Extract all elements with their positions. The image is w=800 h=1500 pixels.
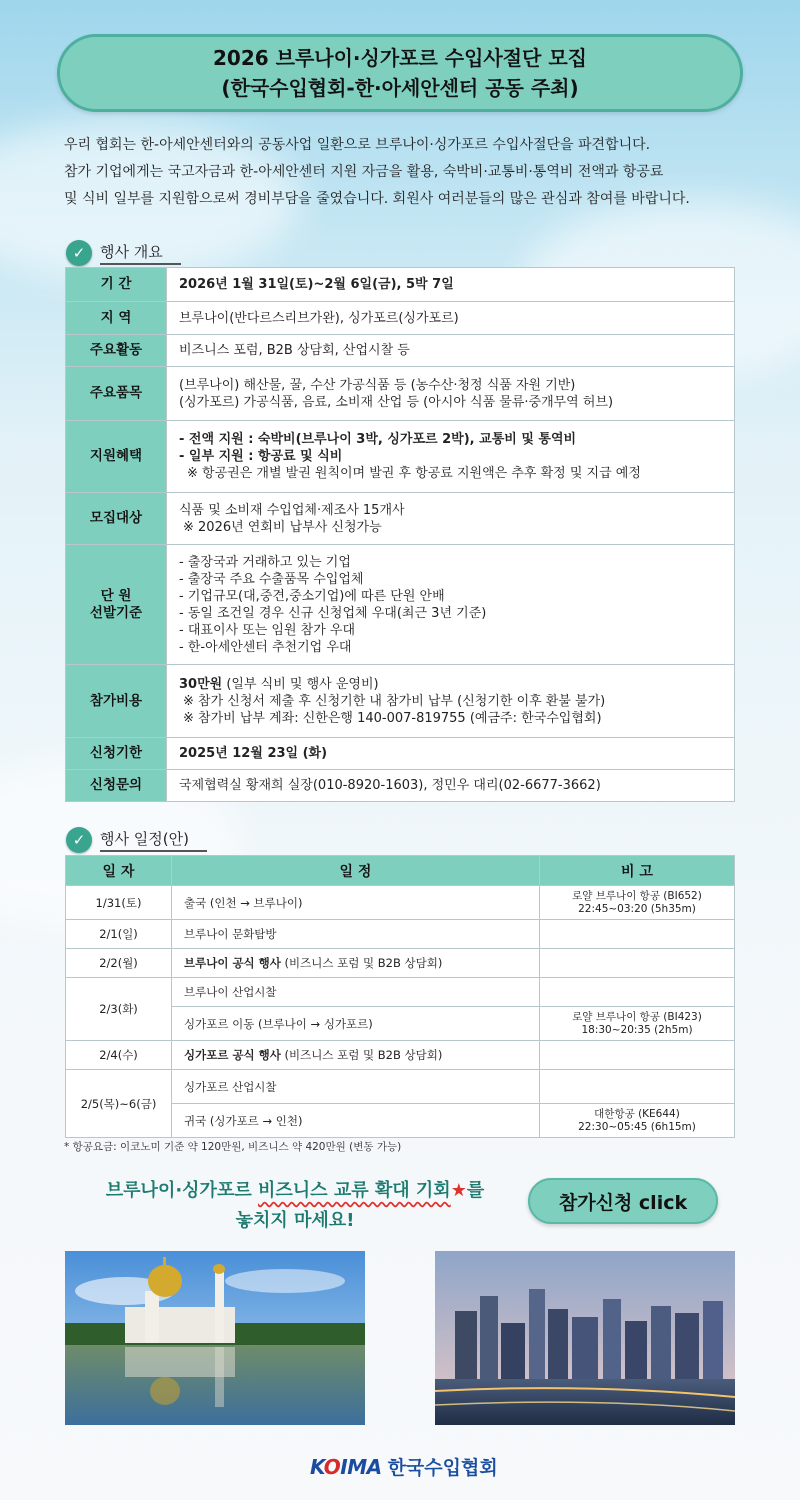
koima-logo — [310, 1453, 498, 1480]
cta-text-a: 브루나이·싱가포르 — [105, 1180, 258, 1201]
schedule-note — [540, 886, 735, 920]
table-row — [66, 268, 735, 302]
row-label: 신청문의 — [66, 770, 167, 802]
cta-line: 놓치지 마세요! — [235, 1210, 355, 1231]
fee-note: ※ 참가 신청서 제출 후 신청기한 내 참가비 납부 (신청기한 이후 환불 불가) — [183, 693, 606, 709]
row-label — [66, 545, 167, 665]
schedule-plan-rest: (비즈니스 포럼 및 B2B 상담회) — [280, 1048, 443, 1062]
schedule-day: 2/4(수) — [66, 1041, 172, 1070]
schedule-plan: 브루나이 문화탐방 — [172, 920, 540, 949]
schedule-note — [540, 949, 735, 978]
row-label: 모집대상 — [66, 493, 167, 545]
note-line: 18:30~20:35 (2h5m) — [581, 1023, 693, 1036]
schedule-note — [540, 978, 735, 1007]
table-header-row — [66, 856, 735, 886]
table-row — [66, 738, 735, 770]
items-line: (싱가포르) 가공식품, 음료, 소비재 산업 등 (아시아 식품 물류·중개무역 허브) — [179, 394, 614, 410]
fee-amount: 30만원 — [179, 676, 223, 692]
target-value — [167, 493, 735, 545]
fee-line — [179, 676, 722, 693]
check-icon: ✓ — [66, 827, 92, 853]
criteria-line: - 출장국 주요 수출품목 수입업체 — [179, 571, 364, 587]
fee-value — [167, 665, 735, 738]
support-line: - 일부 지원 : 항공료 및 식비 — [179, 449, 343, 464]
row-label: 참가비용 — [66, 665, 167, 738]
intro-line: 및 식비 일부를 지원함으로써 경비부담을 줄였습니다. 회원사 여러분들의 많은 관심과 참여를 바랍니다. — [64, 191, 690, 207]
table-row — [66, 770, 735, 802]
row-label: 주요활동 — [66, 335, 167, 367]
table-row — [66, 545, 735, 665]
table-row — [66, 335, 735, 367]
column-header: 비 고 — [540, 856, 735, 886]
schedule-day: 2/5(목)~6(금) — [66, 1070, 172, 1138]
table-row — [66, 886, 735, 920]
note-line: 22:30~05:45 (6h15m) — [578, 1120, 696, 1133]
schedule-note — [540, 920, 735, 949]
schedule-table — [65, 855, 735, 1138]
schedule-plan-bold: 브루나이 공식 행사 — [184, 956, 281, 970]
apply-button[interactable]: 참가신청 click — [528, 1178, 718, 1224]
schedule-note — [540, 1070, 735, 1104]
schedule-plan: 싱가포르 이동 (브루나이 → 싱가포르) — [172, 1007, 540, 1041]
airfare-footnote: * 항공요금: 이코노미 기준 약 120만원, 비즈니스 약 420만원 (변동 가능) — [64, 1141, 402, 1153]
target-line: 식품 및 소비재 수입업체·제조사 15개사 — [179, 502, 405, 518]
cta-message — [60, 1176, 530, 1236]
intro-paragraph — [64, 132, 754, 213]
support-note: ※ 항공권은 개별 발권 원칙이며 발권 후 항공료 지원액은 추후 확정 및 지급 예정 — [187, 466, 641, 481]
period-value: 2026년 1월 31일(토)~2월 6일(금), 5박 7일 — [167, 268, 735, 302]
schedule-plan — [172, 1041, 540, 1070]
page-title: 2026 브루나이·싱가포르 수입사절단 모집 — [213, 46, 587, 70]
column-header: 일 정 — [172, 856, 540, 886]
row-label-line: 선발기준 — [89, 604, 143, 621]
note-line: 로얄 브루나이 항공 (BI652) — [572, 889, 702, 902]
fee-account: ※ 참가비 납부 계좌: 신한은행 140-007-819755 (예금주: 한국수입협회) — [183, 710, 602, 726]
schedule-plan: 출국 (인천 → 브루나이) — [172, 886, 540, 920]
schedule-note — [540, 1007, 735, 1041]
row-label: 기 간 — [66, 268, 167, 302]
schedule-plan: 브루나이 산업시찰 — [172, 978, 540, 1007]
contact-value: 국제협력실 황재희 실장(010-8920-1603), 정민우 대리(02-6677-3662) — [167, 770, 735, 802]
support-value — [167, 421, 735, 493]
table-row — [66, 949, 735, 978]
title-banner — [57, 34, 743, 112]
overview-heading — [66, 240, 181, 266]
criteria-line: - 대표이사 또는 임원 참가 우대 — [179, 622, 356, 638]
table-row — [66, 367, 735, 421]
note-line: 22:45~03:20 (5h35m) — [578, 902, 696, 915]
deadline-value: 2025년 12월 23일 (화) — [167, 738, 735, 770]
table-row — [66, 665, 735, 738]
schedule-heading — [66, 827, 207, 853]
schedule-plan — [172, 949, 540, 978]
row-label: 주요품목 — [66, 367, 167, 421]
schedule-day: 2/1(일) — [66, 920, 172, 949]
singapore-skyline-photo — [435, 1251, 735, 1425]
overview-heading-text: 행사 개요 — [100, 241, 181, 265]
star-icon: ★ — [450, 1180, 467, 1201]
check-icon: ✓ — [66, 240, 92, 266]
brunei-mosque-photo — [65, 1251, 365, 1425]
page-subtitle: (한국수입협회-한·아세안센터 공동 주최) — [221, 76, 579, 100]
support-line: - 전액 지원 : 숙박비(브루나이 3박, 싱가포르 2박), 교통비 및 통역비 — [179, 432, 577, 447]
items-value — [167, 367, 735, 421]
table-row — [66, 302, 735, 335]
row-label: 지 역 — [66, 302, 167, 335]
criteria-line: - 출장국과 거래하고 있는 기업 — [179, 554, 351, 570]
fee-amount-note: (일부 식비 및 행사 운영비) — [222, 676, 379, 692]
schedule-day: 2/2(월) — [66, 949, 172, 978]
column-header: 일 자 — [66, 856, 172, 886]
items-line: (브루나이) 해산물, 꿀, 수산 가공식품 등 (농수산·청정 식품 자원 기반) — [179, 377, 576, 393]
schedule-plan: 싱가포르 산업시찰 — [172, 1070, 540, 1104]
table-row — [66, 493, 735, 545]
criteria-line: - 동일 조건일 경우 신규 신청업체 우대(최근 3년 기준) — [179, 605, 487, 621]
criteria-line: - 기업규모(대,중견,중소기업)에 따른 단원 안배 — [179, 588, 445, 604]
koima-logo-mark: KOIMA — [310, 1454, 382, 1479]
region-value: 브루나이(반다르스리브가완), 싱가포르(싱가포르) — [167, 302, 735, 335]
row-label-line: 단 원 — [100, 587, 132, 604]
schedule-day: 1/31(토) — [66, 886, 172, 920]
schedule-plan-rest: (비즈니스 포럼 및 B2B 상담회) — [280, 956, 443, 970]
schedule-heading-text: 행사 일정(안) — [100, 828, 207, 852]
intro-line: 참가 기업에게는 국고자금과 한-아세안센터 지원 자금을 활용, 숙박비·교통비·통역비 전액과 항공료 — [64, 164, 664, 180]
schedule-plan: 귀국 (싱가포르 → 인천) — [172, 1104, 540, 1138]
schedule-day: 2/3(화) — [66, 978, 172, 1041]
cta-text-c: 를 — [466, 1180, 485, 1201]
note-line: 로얄 브루나이 항공 (BI423) — [572, 1010, 702, 1023]
association-name: 한국수입협회 — [387, 1457, 498, 1479]
criteria-value — [167, 545, 735, 665]
schedule-plan-bold: 싱가포르 공식 행사 — [184, 1048, 281, 1062]
criteria-line: - 한-아세안센터 추천기업 우대 — [179, 639, 352, 655]
table-row — [66, 1070, 735, 1104]
target-note: ※ 2026년 연회비 납부사 신청가능 — [183, 519, 382, 535]
table-row — [66, 978, 735, 1007]
table-row — [66, 920, 735, 949]
schedule-note — [540, 1104, 735, 1138]
activities-value: 비즈니스 포럼, B2B 상담회, 산업시찰 등 — [167, 335, 735, 367]
row-label: 지원혜택 — [66, 421, 167, 493]
overview-table — [65, 267, 735, 802]
note-line: 대한항공 (KE644) — [594, 1107, 680, 1120]
table-row — [66, 421, 735, 493]
table-row — [66, 1041, 735, 1070]
row-label: 신청기한 — [66, 738, 167, 770]
cta-highlight: 비즈니스 교류 확대 기회 — [258, 1180, 451, 1201]
intro-line: 우리 협회는 한-아세안센터와의 공동사업 일환으로 브루나이·싱가포르 수입사절단을 파견합니다. — [64, 137, 651, 153]
cta-line — [60, 1176, 530, 1206]
schedule-note — [540, 1041, 735, 1070]
